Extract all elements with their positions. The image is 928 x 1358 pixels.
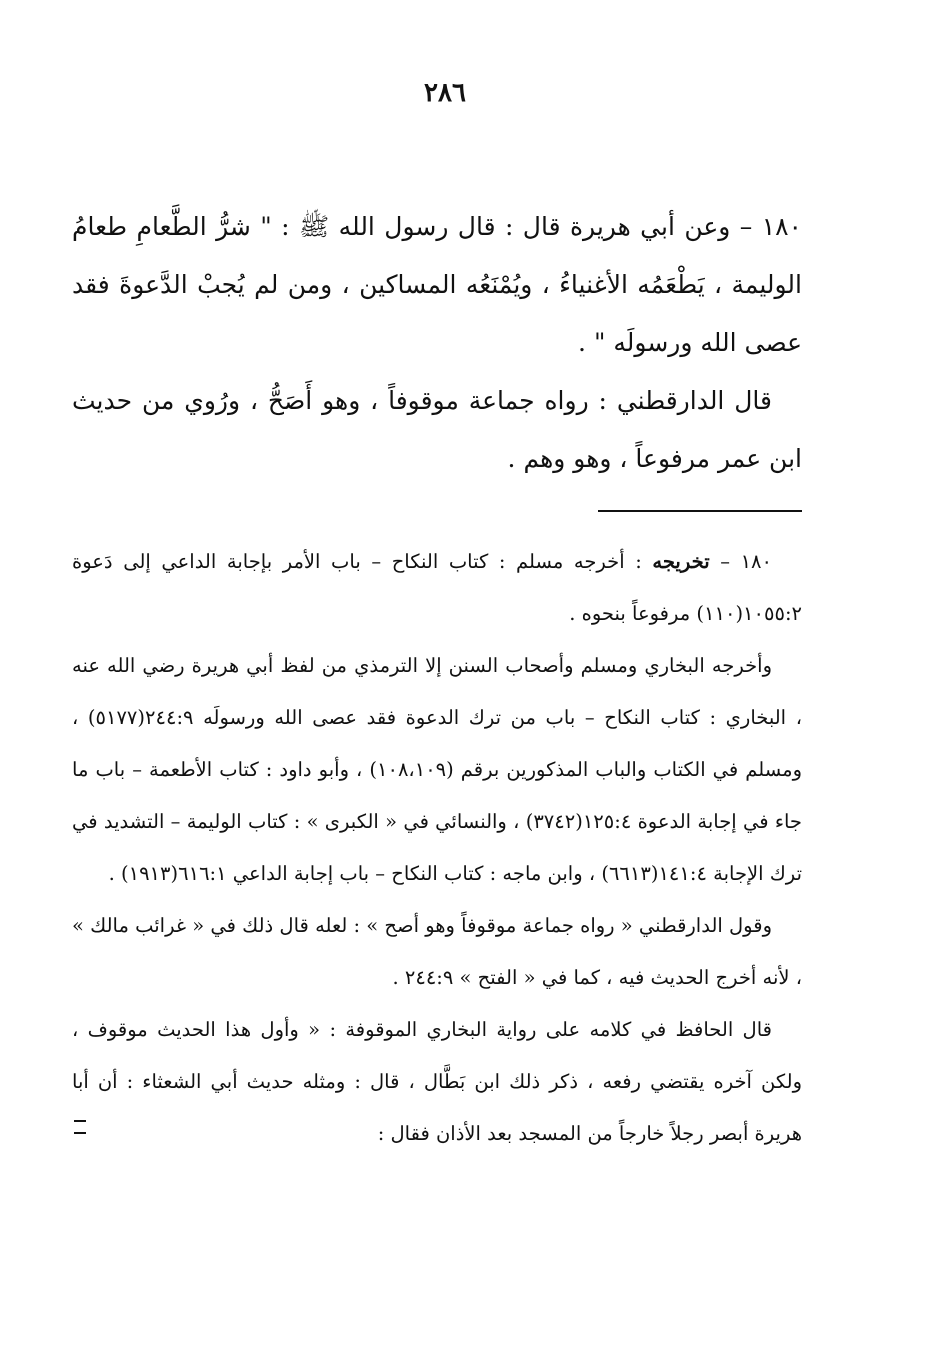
footnote-paragraph-1 — [72, 536, 802, 640]
continuation-mark — [74, 1120, 86, 1134]
takhrij-text: : أخرجه مسلم : كتاب النكاح – باب الأمر بإجابة الداعي إلى دَعوة ١٠٥٥:٢(١١٠) مرفوعاً بنحوه . — [72, 550, 802, 625]
footnote-paragraph-3: وقول الدارقطني « رواه جماعة موقوفاً وهو أصح » : لعله قال ذلك في « غرائب مالك » ، لأنه أخرج الحديث فيه ، كما في « الفتح » ٢٤٤:٩ . — [72, 914, 802, 989]
footnotes — [72, 536, 802, 1160]
takhrij-label: تخريجه — [652, 550, 710, 573]
hadith-number: ١٨٠ — [761, 212, 802, 241]
main-text — [72, 198, 802, 488]
hadith-paragraph — [72, 198, 802, 372]
hadith-text: – وعن أبي هريرة قال : قال رسول الله ﷺ : " شرُّ الطَّعامِ طعامُ الوليمة ، يَطْعَمُه الأغنياءُ ، ويُمْنَعُه المساكين ، ومن لم يُجبْ الدَّعوةَ فقد عصى الله ورسولَه " . — [72, 212, 802, 357]
footnote-paragraph-4: قال الحافظ في كلامه على رواية البخاري الموقوفة : « وأول هذا الحديث موقوف ، ولكن آخره يقتضي رفعه ، ذكر ذلك ابن بَطَّال ، قال : ومثله حديث أبي الشعثاء : أن أبا هريرة أبصر رجلاً خارجاً من المسجد بعد الأذان فقال : — [72, 1018, 802, 1145]
takhrij-number: ١٨٠ – — [720, 550, 772, 573]
page-number: ٢٨٦ — [424, 78, 466, 108]
footnote-separator — [598, 510, 802, 512]
commentary-paragraph: قال الدارقطني : رواه جماعة موقوفاً ، وهو أَصَحُّ ، ورُوي من حديث ابن عمر مرفوعاً ، وهو وهم . — [72, 386, 802, 473]
footnote-paragraph-2: وأخرجه البخاري ومسلم وأصحاب السنن إلا الترمذي من لفظ أبي هريرة رضي الله عنه ، البخاري : كتاب النكاح – باب من ترك الدعوة فقد عصى الله ورسولَه ٢٤٤:٩(٥١٧٧) ، ومسلم في الكتاب والباب المذكورين برقم (١٠٨،١٠٩) ، وأبو داود : كتاب الأطعمة – باب ما جاء في إجابة الدعوة ١٢٥:٤(٣٧٤٢) ، والنسائي في « الكبرى » : كتاب الوليمة – التشديد في ترك الإجابة ١٤١:٤(٦٦١٣) ، وابن ماجه : كتاب النكاح – باب إجابة الداعي ٦١٦:١(١٩١٣) . — [72, 654, 802, 885]
